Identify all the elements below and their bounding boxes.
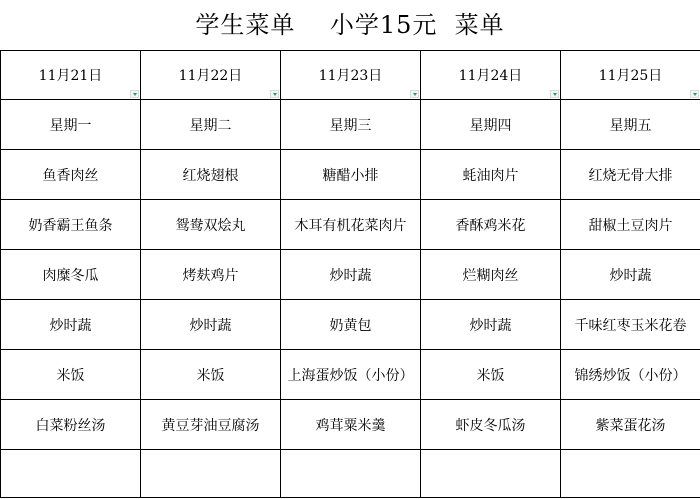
- dish-cell: 香酥鸡米花: [421, 200, 561, 250]
- title-menu: 菜单: [454, 11, 505, 39]
- date-cell[interactable]: [281, 50, 421, 100]
- empty-cell: [1, 450, 141, 498]
- date-label: 11月23日: [318, 67, 383, 84]
- dish-row: [1, 250, 700, 300]
- dish-cell: 虾皮冬瓜汤: [421, 400, 561, 450]
- dish-cell: 肉糜冬瓜: [1, 250, 141, 300]
- dish-cell: 奶香霸王鱼条: [1, 200, 141, 250]
- dish-cell: 米饭: [1, 350, 141, 400]
- title-main: 学生菜单: [195, 11, 296, 39]
- empty-row: [1, 450, 700, 498]
- date-label: 11月21日: [38, 67, 103, 84]
- dish-cell: 炒时蔬: [561, 250, 700, 300]
- date-cell[interactable]: [421, 50, 561, 100]
- menu-table: [0, 50, 700, 498]
- weekday-cell: 星期一: [1, 100, 141, 150]
- title-price: 小学15元: [329, 11, 438, 39]
- dish-row: [1, 200, 700, 250]
- dish-cell: 炒时蔬: [141, 300, 281, 350]
- date-cell[interactable]: [141, 50, 281, 100]
- date-label: 11月22日: [178, 67, 243, 84]
- date-label: 11月24日: [458, 67, 523, 84]
- dish-cell: 锦绣炒饭（小份）: [561, 350, 700, 400]
- weekday-row: [1, 100, 700, 150]
- weekday-cell: 星期三: [281, 100, 421, 150]
- dish-cell: 黄豆芽油豆腐汤: [141, 400, 281, 450]
- dish-cell: 木耳有机花菜肉片: [281, 200, 421, 250]
- date-row: [1, 50, 700, 100]
- dropdown-arrow-icon[interactable]: [550, 90, 559, 98]
- dish-row: [1, 150, 700, 200]
- dish-cell: 甜椒土豆肉片: [561, 200, 700, 250]
- empty-cell: [421, 450, 561, 498]
- dish-row: [1, 350, 700, 400]
- empty-cell: [281, 450, 421, 498]
- dropdown-arrow-icon[interactable]: [690, 90, 699, 98]
- weekday-cell: 星期四: [421, 100, 561, 150]
- dish-cell: 鸡茸粟米羹: [281, 400, 421, 450]
- weekday-cell: 星期五: [561, 100, 700, 150]
- date-cell[interactable]: [561, 50, 700, 100]
- dish-cell: 米饭: [141, 350, 281, 400]
- dish-cell: 鱼香肉丝: [1, 150, 141, 200]
- dropdown-arrow-icon[interactable]: [270, 90, 279, 98]
- dish-cell: 紫菜蛋花汤: [561, 400, 700, 450]
- dish-cell: 千味红枣玉米花卷: [561, 300, 700, 350]
- dish-cell: 烂糊肉丝: [421, 250, 561, 300]
- dish-cell: 炒时蔬: [281, 250, 421, 300]
- dish-row: [1, 400, 700, 450]
- dish-cell: 糖醋小排: [281, 150, 421, 200]
- dropdown-arrow-icon[interactable]: [410, 90, 419, 98]
- weekday-cell: 星期二: [141, 100, 281, 150]
- dish-cell: 米饭: [421, 350, 561, 400]
- dish-cell: 红烧翅根: [141, 150, 281, 200]
- dish-cell: 上海蛋炒饭（小份）: [281, 350, 421, 400]
- dish-cell: 白菜粉丝汤: [1, 400, 141, 450]
- dish-cell: 炒时蔬: [421, 300, 561, 350]
- dish-cell: 红烧无骨大排: [561, 150, 700, 200]
- empty-cell: [141, 450, 281, 498]
- dish-cell: 烤麸鸡片: [141, 250, 281, 300]
- dish-row: [1, 300, 700, 350]
- date-cell[interactable]: [1, 50, 141, 100]
- dish-cell: 蚝油肉片: [421, 150, 561, 200]
- empty-cell: [561, 450, 700, 498]
- dish-cell: 炒时蔬: [1, 300, 141, 350]
- dropdown-arrow-icon[interactable]: [130, 90, 139, 98]
- dish-cell: 鸳鸯双烩丸: [141, 200, 281, 250]
- date-label: 11月25日: [598, 67, 663, 84]
- dish-cell: 奶黄包: [281, 300, 421, 350]
- sheet-title: [0, 0, 700, 51]
